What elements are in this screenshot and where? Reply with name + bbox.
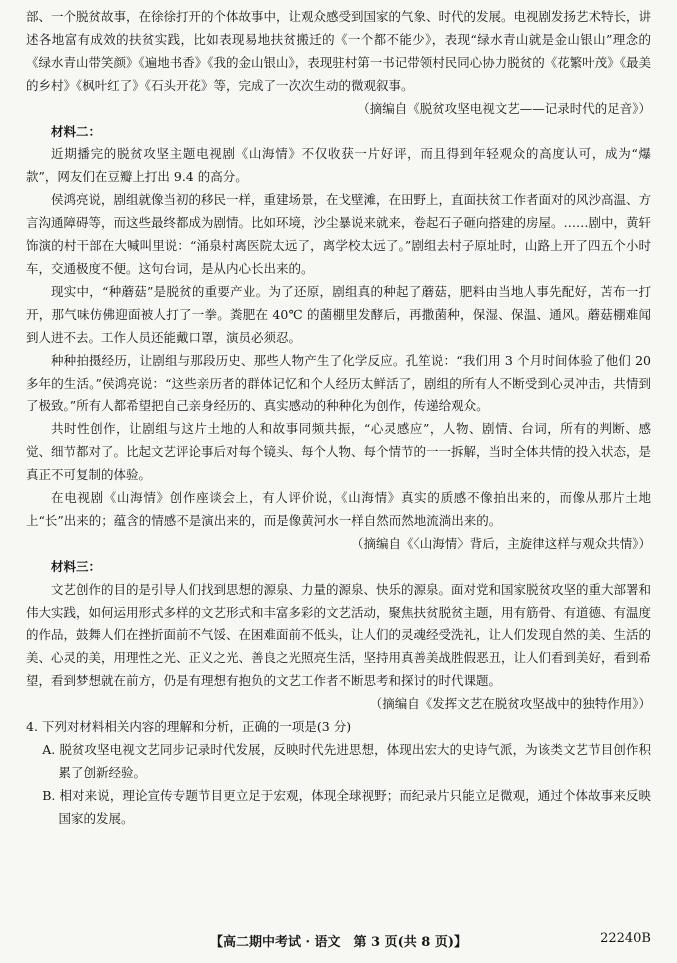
footer-exam-info: 【高二期中考试 · 语文 第 3 页(共 8 页)】: [209, 935, 468, 950]
paragraph: 部、一个脱贫故事，在徐徐打开的个体故事中，让观众感受到国家的气象、时代的发展。电视剧发扬艺术特长，讲述各地富有成效的扶贫实践，比如表现易地扶贫搬迁的《一个都不能少》，表现“绿水青山就是金山银山”理念的《绿水青山带笑颜》《遍地书香》《我的金山银山》，表现驻村第一书记带领村民同心协力脱贫的《花繁叶茂》《最美的乡村》《枫叶红了》《石头开花》等，完成了一次次生动的微观叙事。: [26, 9, 652, 93]
source-citation: （摘编自《脱贫攻坚电视文艺——记录时代的足音》）: [357, 100, 651, 116]
material-heading: 材料二：: [51, 123, 102, 139]
footer-paper-code: 22240B: [600, 931, 651, 946]
material-heading: 材料三：: [51, 558, 102, 574]
answer-option: B. 相对来说，理论宣传专题节目更立足于宏观，体现全球视野；而纪录片只能立足微观，通过个体故事来反映国家的发展。: [42, 787, 651, 826]
source-citation: （摘编自《发挥文艺在脱贫攻坚战中的独特作用》）: [369, 696, 651, 712]
source-citation: （摘编自《〈山海情〉背后，主旋律这样与观众共情》）: [350, 535, 651, 551]
article-body: [26, 6, 651, 831]
paragraph: 在电视剧《山海情》创作座谈会上，有人评价说，《山海情》真实的质感不像拍出来的，而像从那片土地上“长”出来的；蕴含的情感不是演出来的，而是像黄河水一样自然而然地流淌出来的。: [26, 490, 651, 528]
paragraph: 现实中，“种蘑菇”是脱贫的重要产业。为了还原，剧组真的种起了蘑菇，肥料由当地人事先配好，苫布一打开，那气味仿佛迎面被人打了一拳。粪肥在 40℃ 的菌棚里发酵后，再撒菌种，保湿、保温、通风。蘑菇棚难闻到人进不去。工作人员还能戴口罩，演员必须忍。: [26, 283, 651, 345]
answer-option: A. 脱贫攻坚电视文艺同步记录时代发展，反映时代先进思想，体现出宏大的史诗气派，为该类文艺节目创作积累了创新经验。: [42, 742, 651, 780]
paragraph: 种种拍摄经历，让剧组与那段历史、那些人物产生了化学反应。孔笙说：“我们用 3 个月时间体验了他们 20 多年的生活。”侯鸿亮说：“这些亲历者的群体记忆和个人经历太鲜活了，剧组的所有人不断受到心灵冲击，共情到了极致。”所有人都希望把自己亲身经历的、真实感动的种种化为创作，传递给观众。: [26, 352, 651, 414]
paragraph: 共时性创作，让剧组与这片土地的人和故事同频共振，“心灵感应”，人物、剧情、台词，所有的判断、感觉、细节都对了。比起文艺评论事后对每个镜头、每个人物、每个情节的一一拆解，当时全体共情的投入状态，是真正不可复制的体验。: [26, 421, 652, 483]
paragraph: 近期播完的脱贫攻坚主题电视剧《山海情》不仅收获一片好评，而且得到年轻观众的高度认可，成为“爆款”，网友们在豆瓣上打出 9.4 的高分。: [26, 146, 651, 185]
paragraph: 侯鸿亮说，剧组就像当初的移民一样，重建场景，在戈壁滩，在田野上，直面扶贫工作者面对的风沙高温、方言沟通障碍等，而这些最终都成为剧情。比如环境，沙尘暴说来就来，卷起石子砸向搭建的房屋。……剧中，黄轩饰演的村干部在大喊叫里说：“涌泉村离医院太远了，离学校太远了。”剧组去村子原址时，山路上开了四五个小时车，交通极度不便。这句台词，是从内心长出来的。: [26, 192, 652, 276]
page-footer: [0, 931, 677, 953]
paragraph: 文艺创作的目的是引导人们找到思想的源泉、力量的源泉、快乐的源泉。面对党和国家脱贫攻坚的重大部署和伟大实践，如何运用形式多样的文艺形式和丰富多彩的文艺活动，聚焦扶贫脱贫主题，用有筋骨、有道德、有温度的作品，鼓舞人们在挫折面前不气馁、在困难面前不低头，让人们的灵魂经受洗礼，让人们发现自然的美、生活的美、心灵的美，用理性之光、正义之光、善良之光照亮生活，坚持用真善美战胜假恶丑，让人们看到美好，看到希望，看到梦想就在前方，仍是有理想有抱负的文艺工作者不断思考和探讨的时代课题。: [26, 581, 652, 689]
question-stem: 4. 下列对材料相关内容的理解和分析，正确的一项是(3 分): [26, 719, 352, 735]
